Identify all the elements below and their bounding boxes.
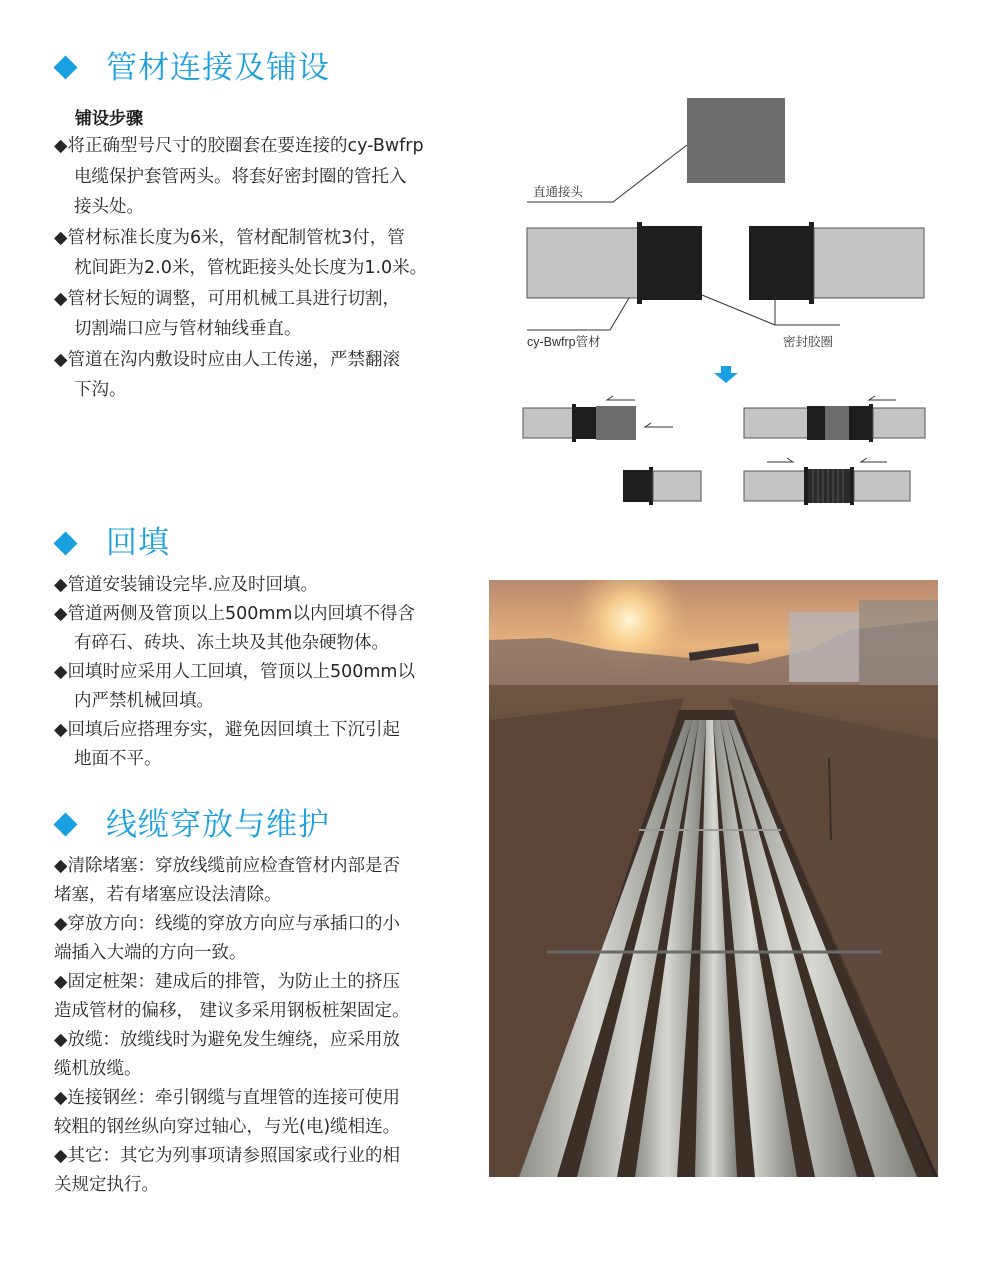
list-item: ◆回填时应采用人工回填，管顶以上500mm以 内严禁机械回填。 bbox=[54, 662, 415, 711]
list-item: ◆管材长短的调整，可用机械工具进行切割， 切割端口应与管材轴线垂直。 bbox=[54, 288, 400, 339]
step4-joint bbox=[808, 469, 850, 503]
step3-ring bbox=[649, 467, 653, 505]
step1-ring bbox=[572, 404, 576, 442]
diamond-bullet-icon bbox=[53, 55, 77, 79]
list-item: ◆固定桩架：建成后的排管，为防止土的挤压 造成管材的偏移， 建议多采用钢板桩架固定。 bbox=[54, 972, 410, 1021]
section-title-backfill: 回填 bbox=[106, 525, 170, 561]
pipe-label: cy-Bwfrp管材 bbox=[527, 335, 601, 349]
step1-arrow-right bbox=[645, 423, 673, 427]
seal-left bbox=[642, 226, 702, 300]
trench-pipes-photo bbox=[489, 580, 938, 1177]
list-item: ◆将正确型号尺寸的胶圈套在要连接的cy-Bwfrp 电缆保护套管两头。将套好密封圈的管托入 接头处。 bbox=[54, 136, 424, 217]
step4-pipe-left bbox=[744, 471, 808, 501]
list-item: ◆放缆：放缆线时为避免发生缠绕，应采用放 缆机放缆。 bbox=[54, 1030, 400, 1079]
list-item: ◆管道安装铺设完毕.应及时回填。 bbox=[54, 575, 319, 595]
seal-right bbox=[749, 226, 809, 300]
step2-joint bbox=[825, 406, 849, 440]
step2-ring bbox=[869, 404, 873, 442]
list-item: ◆管材标准长度为6米，管材配制管枕3付，管 枕间距为2.0米，管枕距接头处长度为1.0米。 bbox=[54, 227, 428, 278]
step1-pipe bbox=[523, 408, 575, 438]
pipe-leader-line bbox=[527, 298, 629, 330]
step2-pipe-right bbox=[873, 408, 925, 438]
photo-illustration bbox=[489, 580, 938, 1177]
section1-text bbox=[54, 131, 474, 406]
section-subtitle-steps: 铺设步骤 bbox=[75, 109, 143, 129]
step3-pipe bbox=[653, 471, 701, 501]
step4-ring-left bbox=[804, 467, 808, 505]
seal-label: 密封胶圈 bbox=[783, 335, 834, 349]
step2-pipe-left bbox=[744, 408, 808, 438]
joint-label: 直通接头 bbox=[533, 185, 584, 199]
list-item: ◆管道在沟内敷设时应由人工传递，严禁翻滚 下沟。 bbox=[54, 349, 400, 400]
step2-arrow bbox=[869, 396, 896, 400]
step2-seal-left bbox=[807, 406, 827, 440]
list-item: ◆连接钢丝：牵引钢缆与直埋管的连接可使用 较粗的钢丝纵向穿过轴心，与光(电)缆相连。 bbox=[54, 1088, 401, 1137]
section-title-cable-maintenance: 线缆穿放与维护 bbox=[106, 807, 330, 843]
step3-seal bbox=[623, 470, 651, 502]
diamond-bullet-icon bbox=[53, 812, 77, 836]
straight-joint-block bbox=[687, 98, 785, 183]
diamond-bullet-icon bbox=[53, 531, 77, 555]
seal-ring-left bbox=[637, 222, 642, 304]
step4-joint-ribs bbox=[813, 469, 843, 503]
step4-arrow-left bbox=[767, 458, 793, 462]
section-title-pipe-laying: 管材连接及铺设 bbox=[106, 50, 330, 86]
list-item: ◆管道两侧及管顶以上500mm以内回填不得含 有碎石、砖块、冻土块及其他杂硬物体。 bbox=[54, 604, 415, 653]
pipe-right bbox=[814, 228, 924, 298]
step4-pipe-right bbox=[854, 471, 910, 501]
step4-arrow-right bbox=[861, 458, 887, 462]
pipe-connection-diagram bbox=[515, 90, 935, 510]
step1-joint bbox=[596, 406, 636, 440]
list-item: ◆穿放方向：线缆的穿放方向应与承插口的小 端插入大端的方向一致。 bbox=[54, 914, 400, 963]
seal-ring-right bbox=[809, 222, 814, 304]
step2-seal-right bbox=[849, 406, 869, 440]
list-item: ◆回填后应搭理夯实，避免因回填土下沉引起 地面不平。 bbox=[54, 720, 400, 769]
step1-seal bbox=[576, 407, 596, 439]
step1-arrow-top bbox=[607, 396, 635, 400]
section3-text bbox=[54, 852, 474, 1200]
down-arrow-icon bbox=[714, 366, 738, 383]
step4-ring-right bbox=[850, 467, 854, 505]
pipe-left bbox=[527, 228, 641, 298]
section2-text bbox=[54, 571, 474, 774]
diagram-svg bbox=[515, 90, 935, 510]
list-item: ◆清除堵塞：穿放线缆前应检查管材内部是否 堵塞，若有堵塞应设法清除。 bbox=[54, 856, 400, 905]
list-item: ◆其它：其它为列事项请参照国家或行业的相 关规定执行。 bbox=[54, 1146, 400, 1195]
